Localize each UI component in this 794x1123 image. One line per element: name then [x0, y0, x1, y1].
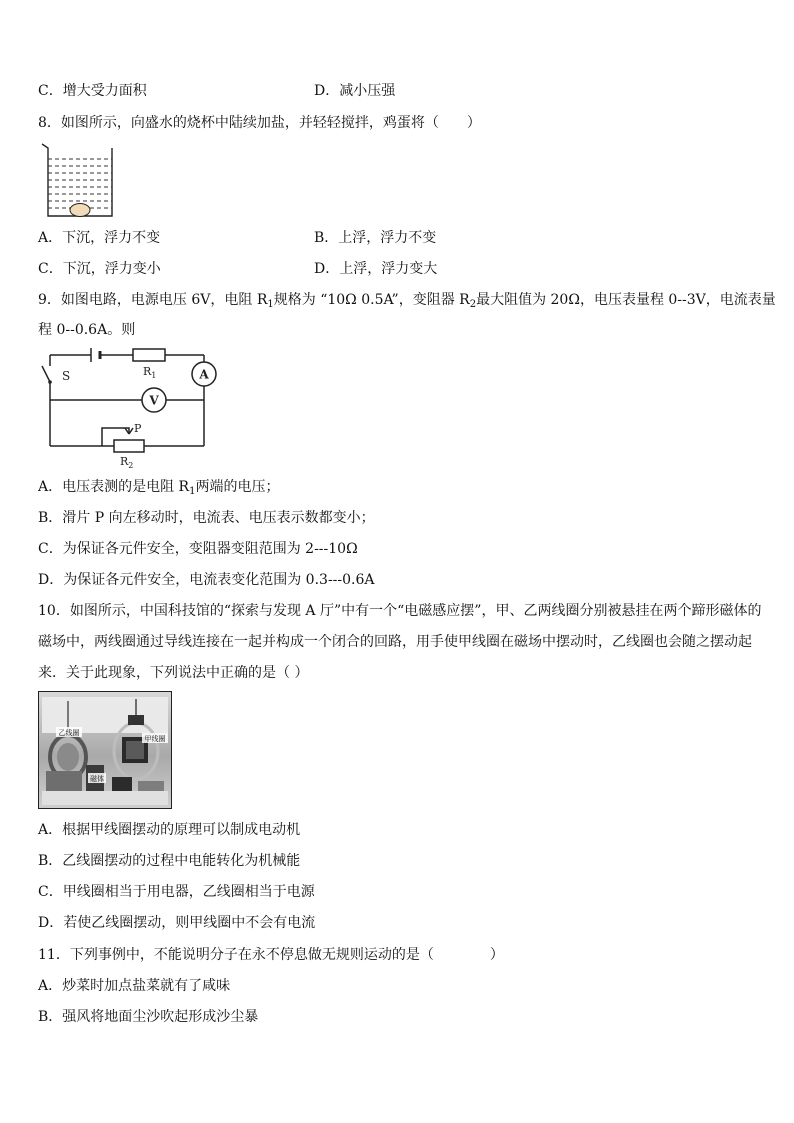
circuit-diagram: [36, 344, 226, 469]
q9-option-b: B．滑片 P 向左移动时，电流表、电压表示数都变小；: [38, 510, 375, 526]
q8-option-a: A．下沉，浮力不变: [38, 230, 161, 246]
q11-option-a: A．炒菜时加点盐菜就有了咸味: [38, 978, 231, 994]
q8-option-b: B．上浮，浮力不变: [314, 230, 437, 246]
q9-stem-line1: 9．如图电路，电源电压 6V，电阻 $R_1$规格为 “10Ω 0.5A”，变阻器 $R_2$最大阻值为 20Ω，电压表量程 0--3V，电流表量: [38, 292, 776, 310]
r2-rheostat-icon: [114, 440, 144, 452]
q7-option-d: D．减小压强: [314, 83, 396, 99]
battery-icon: [91, 348, 100, 362]
r2-label: $R_2$: [120, 455, 134, 469]
q10-stem-line2: 磁场中，两线圈通过导线连接在一起并构成一个闭合的回路，用手使甲线圈在磁场中摆动时，乙线圈也会随之摆动起: [38, 634, 752, 650]
voltmeter-label: V: [149, 393, 159, 408]
switch-label: S: [62, 369, 71, 383]
r1-label: $R_1$: [143, 365, 157, 380]
q8-stem: 8．如图所示，向盛水的烧杯中陆续加盐，并轻轻搅拌，鸡蛋将（ ）: [38, 115, 481, 131]
q10-stem-line3: 来．关于此现象，下列说法中正确的是（ ）: [38, 665, 309, 681]
q9-option-d: D．为保证各元件安全，电流表变化范围为 0.3---0.6A: [38, 572, 375, 588]
stand-base: [42, 791, 168, 805]
slider-label: P: [134, 422, 142, 435]
electromagnetic-pendulum-photo: [38, 691, 172, 809]
q8-option-c: C．下沉，浮力变小: [38, 261, 161, 277]
r1-resistor-icon: [133, 349, 165, 361]
ammeter-label: A: [199, 367, 209, 382]
egg-icon: [70, 204, 90, 217]
q8-option-d: D．上浮，浮力变大: [314, 261, 438, 277]
q10-option-a: A．根据甲线圈摆动的原理可以制成电动机: [38, 822, 301, 838]
right-coil-label: 甲线圈: [144, 735, 166, 743]
q7-option-c: C．增大受力面积: [38, 83, 147, 99]
q9-option-c: C．为保证各元件安全，变阻器变阻范围为 2---10Ω: [38, 541, 358, 557]
q11-stem: 11．下列事例中，不能说明分子在永不停息做无规则运动的是（ ）: [38, 947, 504, 963]
q11-option-b: B．强风将地面尘沙吹起形成沙尘暴: [38, 1009, 259, 1025]
beaker-figure: [38, 140, 116, 220]
q9-stem-line2: 程 0--0.6A。则: [38, 322, 136, 338]
left-coil-label: 乙线圈: [58, 729, 80, 737]
q10-stem-line1: 10．如图所示，中国科技馆的“探索与发现 A 厅”中有一个“电磁感应摆”，甲、乙两线圈分别被悬挂在两个蹄形磁体的: [38, 603, 762, 619]
q10-option-b: B．乙线圈摆动的过程中电能转化为机械能: [38, 853, 301, 869]
q10-option-c: C．甲线圈相当于用电器，乙线圈相当于电源: [38, 884, 315, 900]
q10-option-d: D．若使乙线圈摆动，则甲线圈中不会有电流: [38, 915, 316, 931]
magnet-label: 磁体: [90, 775, 104, 783]
q9-option-a: A．电压表测的是电阻 $R_1$两端的电压；: [38, 479, 280, 497]
switch-icon: [42, 366, 52, 384]
